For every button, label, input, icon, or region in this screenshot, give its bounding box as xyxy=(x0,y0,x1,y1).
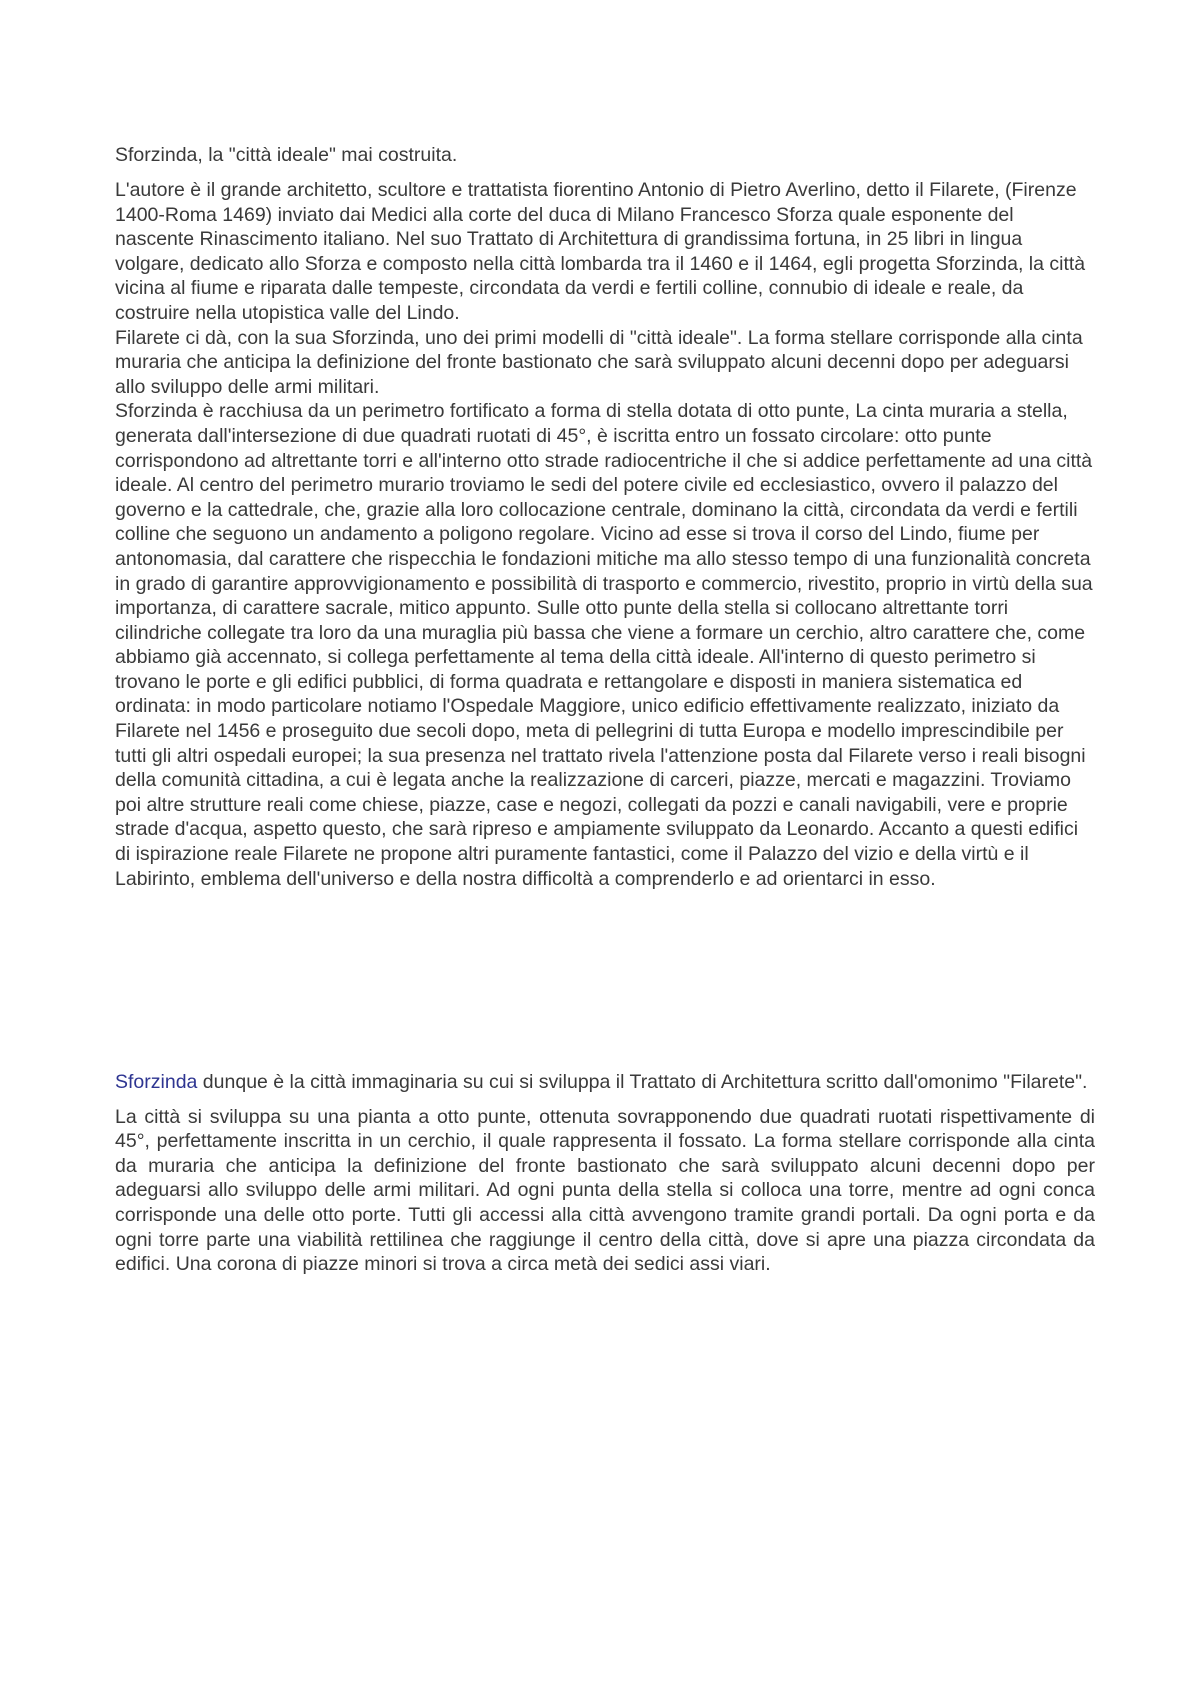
paragraph-plan: La città si sviluppa su una pianta a otto punte, ottenuta sovrapponendo due quadrati ruotati rispettivamente di 45°, perfettamente inscritta in un cerchio, il quale rappresenta il fossato. La forma stellare corrisponde alla cinta da muraria che anticipa la definizione del fronte bastionato che sarà sviluppato alcuni decenni dopo per adeguarsi allo sviluppo delle armi militari. Ad ogni punta della stella si colloca una torre, mentre ad ogni conca corrisponde una delle otto porte. Tutti gli accessi alla città avvengono tramite grandi portali. Da ogni porta e da ogni torre parte una viabilità rettilinea che raggiunge il centro della città, dove si apre una piazza circondata da edifici. Una corona di piazze minori si trova a circa metà dei sedici assi viari. xyxy=(115,1105,1095,1276)
paragraph-lead xyxy=(115,1070,1095,1095)
paragraph-ideal-city: Filarete ci dà, con la sua Sforzinda, uno dei primi modelli di "città ideale". La forma stellare corrisponde alla cinta muraria che anticipa la definizione del fronte bastionato che sarà sviluppato alcuni decenni dopo per adeguarsi allo sviluppo delle armi militari. xyxy=(115,326,1083,398)
document-title: Sforzinda, la "città ideale" mai costruita. xyxy=(115,144,458,166)
section-one xyxy=(115,178,1095,891)
lead-text: dunque è la città immaginaria su cui si sviluppa il Trattato di Architettura scritto dall'omonimo "Filarete". xyxy=(197,1071,1088,1093)
paragraph-perimeter: Sforzinda è racchiusa da un perimetro fortificato a forma di stella dotata di otto punte, La cinta muraria a stella, generata dall'intersezione di due quadrati ruotati di 45°, è iscritta entro un fossato circolare: otto punte corrispondono ad altrettante torri e all'interno otto strade radiocentriche il che si addice perfettamente ad una città ideale. Al centro del perimetro murario troviamo le sedi del potere civile ed ecclesiastico, ovvero il palazzo del governo e la cattedrale, che, grazie alla loro collocazione centrale, dominano la città, circondata da verdi e fertili colline che seguono un andamento a poligono regolare. Vicino ad esse si trova il corso del Lindo, fiume per antonomasia, dal carattere che rispecchia le fondazioni mitiche ma allo stesso tempo di una funzionalità concreta in grado di garantire approvvigionamento e possibilità di trasporto e commercio, rivestito, proprio in virtù della sua importanza, di carattere sacrale, mitico appunto. Sulle otto punte della stella si collocano altrettante torri cilindriche collegate tra loro da una muraglia più bassa che viene a formare un cerchio, altro carattere che, come abbiamo già accennato, si collega perfettamente al tema della città ideale. All'interno di questo perimetro si trovano le porte e gli edifici pubblici, di forma quadrata e rettangolare e disposti in maniera sistematica ed ordinata: in modo particolare notiamo l'Ospedale Maggiore, unico edificio effettivamente realizzato, iniziato da Filarete nel 1456 e proseguito due secoli dopo, meta di pellegrini di tutta Europa e modello imprescindibile per tutti gli altri ospedali europei; la sua presenza nel trattato rivela l'attenzione posta dal Filarete verso i reali bisogni della comunità cittadina, a cui è legata anche la realizzazione di carceri, piazze, mercati e magazzini. Troviamo poi altre strutture reali come chiese, piazze, case e negozi, collegati da pozzi e canali navigabili, vere e proprie strade d'acqua, aspetto questo, che sarà ripreso e ampiamente sviluppato da Leonardo. Accanto a questi edifici di ispirazione reale Filarete ne propone altri puramente fantastici, come il Palazzo del vizio e della virtù e il Labirinto, emblema dell'universo e della nostra difficoltà a comprenderlo e ad orientarci in esso. xyxy=(115,400,1093,890)
section-two xyxy=(115,1070,1095,1277)
sforzinda-link[interactable]: Sforzinda xyxy=(115,1071,198,1093)
paragraph-author: L'autore è il grande architetto, scultore e trattatista fiorentino Antonio di Pietro Averlino, detto il Filarete, (Firenze 1400-Roma 1469) inviato dai Medici alla corte del duca di Milano Francesco Sforza quale esponente del nascente Rinascimento italiano. Nel suo Trattato di Architettura di grandissima fortuna, in 25 libri in lingua volgare, dedicato allo Sforza e composto nella città lombarda tra il 1460 e il 1464, egli progetta Sforzinda, la città vicina al fiume e riparata dalle tempeste, circondata da verdi e fertili colline, connubio di ideale e reale, da costruire nella utopistica valle del Lindo. xyxy=(115,179,1086,324)
